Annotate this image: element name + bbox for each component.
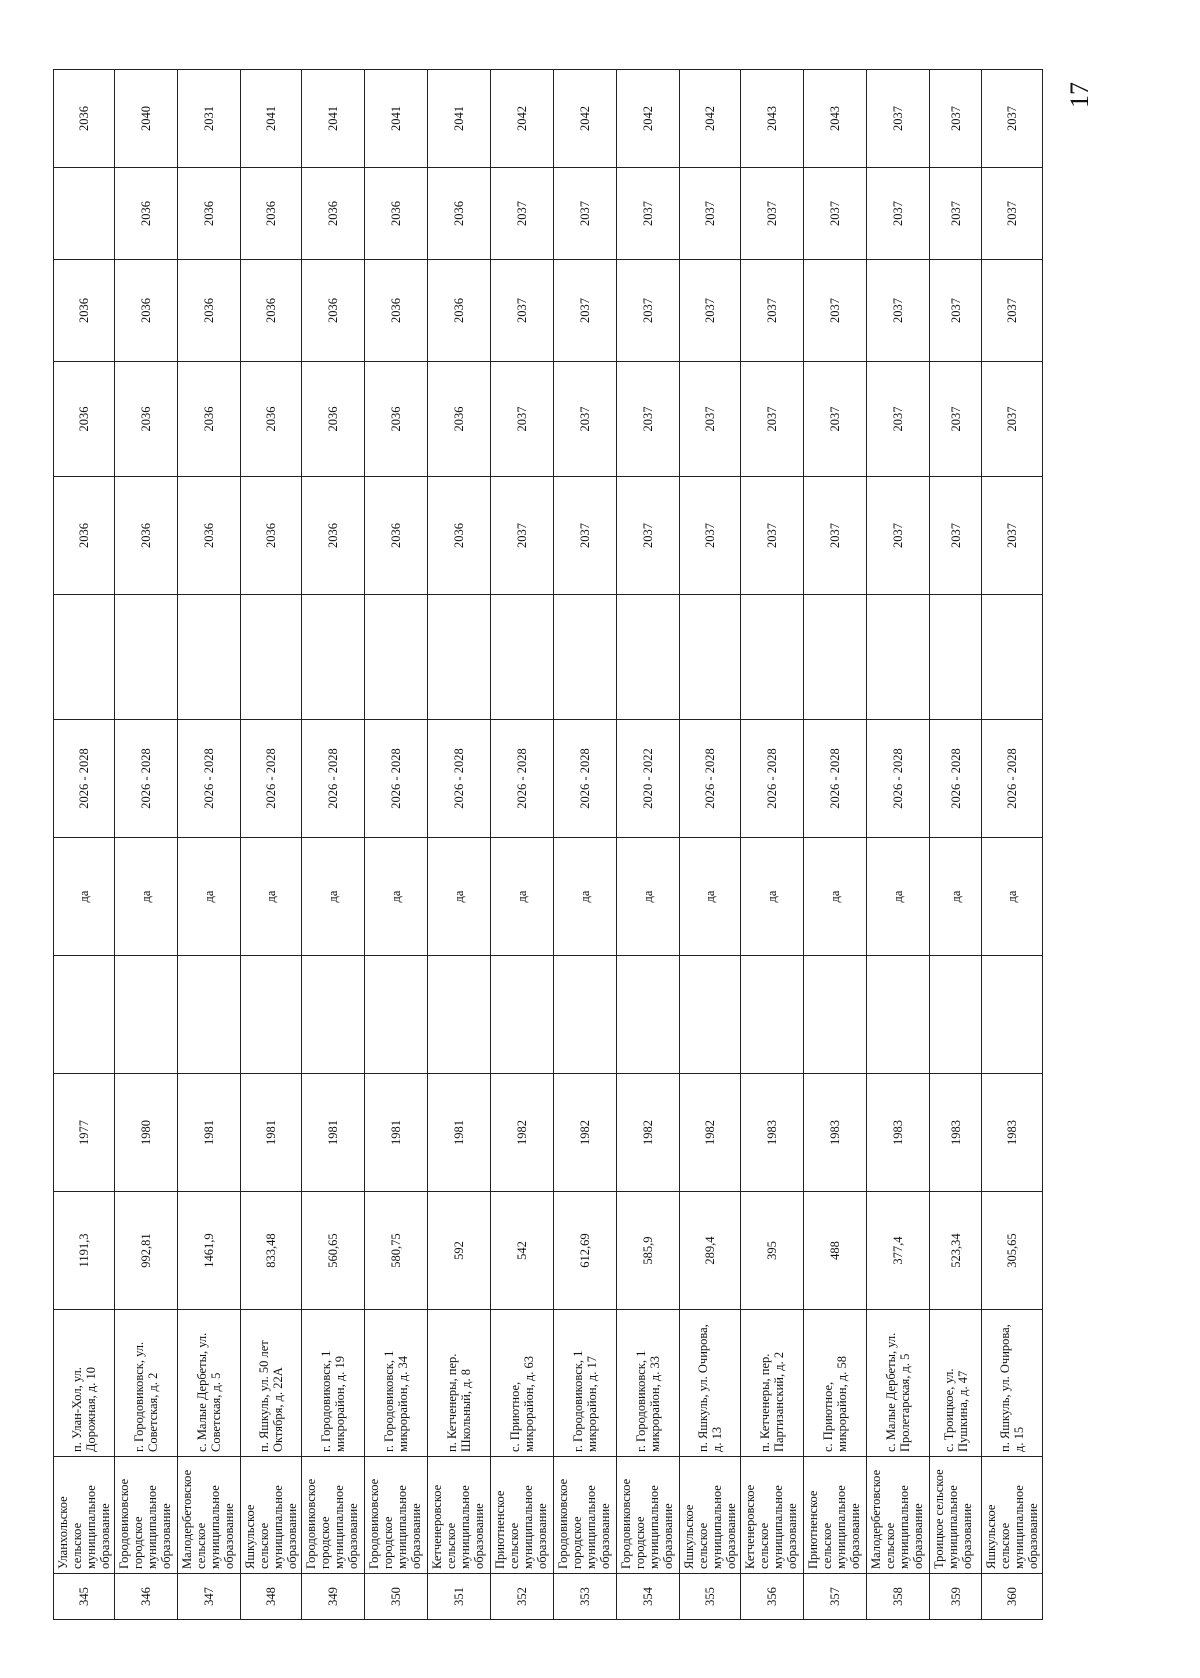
table-row — [982, 70, 1043, 1620]
table-row — [302, 70, 365, 1620]
table-row — [680, 70, 741, 1620]
cell-year-built: 1977 — [54, 1074, 115, 1192]
cell-year-1: 2036 — [178, 477, 241, 595]
cell-empty-cell — [930, 595, 982, 720]
cell-empty-cell — [115, 595, 178, 720]
cell-empty-cell — [982, 956, 1043, 1074]
cell-area: 612,69 — [554, 1192, 617, 1310]
cell-area: 592 — [428, 1192, 491, 1310]
cell-year-2: 2037 — [617, 362, 680, 477]
cell-year-1: 2037 — [617, 477, 680, 595]
cell-period: 2026 - 2028 — [302, 720, 365, 838]
cell-year-1: 2037 — [930, 477, 982, 595]
cell-period: 2026 - 2028 — [365, 720, 428, 838]
cell-empty-cell — [741, 956, 804, 1074]
cell-period: 2026 - 2028 — [428, 720, 491, 838]
table-row — [867, 70, 930, 1620]
cell-flag: да — [867, 838, 930, 956]
cell-address: с. Приютное, микрорайон, д. 63 — [491, 1310, 554, 1457]
cell-flag: да — [617, 838, 680, 956]
cell-empty-cell — [804, 595, 867, 720]
cell-empty-cell — [241, 595, 302, 720]
cell-empty-cell — [302, 595, 365, 720]
cell-year-1: 2036 — [115, 477, 178, 595]
cell-year-built: 1983 — [930, 1074, 982, 1192]
cell-year-2: 2037 — [982, 362, 1043, 477]
cell-row-number: 355 — [680, 1574, 741, 1620]
cell-period: 2020 - 2022 — [617, 720, 680, 838]
table-row — [115, 70, 178, 1620]
cell-year-built: 1981 — [178, 1074, 241, 1192]
cell-address: п. Яшкуль, ул. 50 лет Октября, д. 22А — [241, 1310, 302, 1457]
cell-empty-cell — [365, 956, 428, 1074]
cell-address: с. Приютное, микрорайон, д. 58 — [804, 1310, 867, 1457]
cell-year-5: 2036 — [54, 70, 115, 168]
cell-municipality: Городовиковское городское муниципальное образование — [115, 1457, 178, 1574]
cell-year-3: 2037 — [617, 260, 680, 362]
cell-year-2: 2037 — [554, 362, 617, 477]
cell-municipality: Городовиковское городское муниципальное образование — [554, 1457, 617, 1574]
cell-empty-cell — [178, 956, 241, 1074]
cell-year-4: 2037 — [680, 168, 741, 260]
cell-year-3: 2036 — [241, 260, 302, 362]
cell-area: 542 — [491, 1192, 554, 1310]
cell-row-number: 354 — [617, 1574, 680, 1620]
cell-municipality: Яшкульское сельское муниципальное образование — [982, 1457, 1043, 1574]
cell-empty-cell — [930, 956, 982, 1074]
cell-year-2: 2036 — [241, 362, 302, 477]
cell-flag: да — [930, 838, 982, 956]
cell-year-2: 2036 — [428, 362, 491, 477]
cell-year-3: 2037 — [680, 260, 741, 362]
table-row — [804, 70, 867, 1620]
cell-municipality: Малодербетовское сельское муниципальное образование — [178, 1457, 241, 1574]
cell-year-4: 2036 — [365, 168, 428, 260]
cell-empty-cell — [867, 595, 930, 720]
cell-address: с. Малые Дербеты, ул. Пролетарская, д. 5 — [867, 1310, 930, 1457]
cell-year-built: 1983 — [982, 1074, 1043, 1192]
cell-municipality: Кетченеровское сельское муниципальное образование — [428, 1457, 491, 1574]
cell-year-5: 2031 — [178, 70, 241, 168]
cell-year-4: 2036 — [241, 168, 302, 260]
cell-period: 2026 - 2028 — [982, 720, 1043, 838]
cell-area: 992,81 — [115, 1192, 178, 1310]
cell-year-4: 2037 — [491, 168, 554, 260]
cell-year-2: 2036 — [302, 362, 365, 477]
cell-empty-cell — [554, 595, 617, 720]
cell-flag: да — [428, 838, 491, 956]
cell-flag: да — [54, 838, 115, 956]
cell-empty-cell — [302, 956, 365, 1074]
cell-empty-cell — [491, 956, 554, 1074]
cell-area: 580,75 — [365, 1192, 428, 1310]
cell-row-number: 348 — [241, 1574, 302, 1620]
cell-row-number: 352 — [491, 1574, 554, 1620]
cell-year-5: 2037 — [982, 70, 1043, 168]
cell-year-4: 2036 — [302, 168, 365, 260]
cell-year-2: 2037 — [804, 362, 867, 477]
cell-flag: да — [241, 838, 302, 956]
cell-year-built: 1982 — [680, 1074, 741, 1192]
cell-year-2: 2037 — [867, 362, 930, 477]
cell-year-4: 2037 — [741, 168, 804, 260]
cell-municipality: Городовиковское городское муниципальное образование — [302, 1457, 365, 1574]
cell-address: п. Кетченеры, пер. Партизанский, д. 2 — [741, 1310, 804, 1457]
cell-area: 1191,3 — [54, 1192, 115, 1310]
cell-area: 488 — [804, 1192, 867, 1310]
page-number: 17 — [1065, 82, 1094, 108]
cell-flag: да — [804, 838, 867, 956]
cell-empty-cell — [178, 595, 241, 720]
cell-year-2: 2036 — [365, 362, 428, 477]
cell-year-3: 2036 — [115, 260, 178, 362]
cell-row-number: 356 — [741, 1574, 804, 1620]
cell-area: 1461,9 — [178, 1192, 241, 1310]
table-row — [54, 70, 115, 1620]
cell-flag: да — [365, 838, 428, 956]
cell-year-3: 2037 — [804, 260, 867, 362]
cell-row-number: 346 — [115, 1574, 178, 1620]
cell-address: п. Кетченеры, пер. Школьный, д. 8 — [428, 1310, 491, 1457]
cell-address: г. Городовиковск, 1 микрорайон, д. 19 — [302, 1310, 365, 1457]
cell-year-5: 2041 — [241, 70, 302, 168]
cell-period: 2026 - 2028 — [491, 720, 554, 838]
cell-empty-cell — [428, 956, 491, 1074]
cell-year-5: 2041 — [302, 70, 365, 168]
cell-flag: да — [982, 838, 1043, 956]
cell-year-5: 2037 — [867, 70, 930, 168]
cell-area: 560,65 — [302, 1192, 365, 1310]
cell-flag: да — [680, 838, 741, 956]
cell-flag: да — [302, 838, 365, 956]
cell-empty-cell — [617, 595, 680, 720]
cell-year-built: 1983 — [804, 1074, 867, 1192]
cell-year-2: 2037 — [741, 362, 804, 477]
cell-period: 2026 - 2028 — [741, 720, 804, 838]
cell-year-2: 2036 — [115, 362, 178, 477]
cell-empty-cell — [491, 595, 554, 720]
cell-period: 2026 - 2028 — [804, 720, 867, 838]
cell-municipality: Яшкульское сельское муниципальное образование — [241, 1457, 302, 1574]
cell-year-built: 1981 — [241, 1074, 302, 1192]
table-row — [617, 70, 680, 1620]
cell-year-5: 2043 — [741, 70, 804, 168]
cell-municipality: Приютненское сельское муниципальное образование — [804, 1457, 867, 1574]
cell-year-built: 1981 — [302, 1074, 365, 1192]
cell-year-4: 2037 — [982, 168, 1043, 260]
cell-year-5: 2041 — [365, 70, 428, 168]
cell-year-4: 2036 — [428, 168, 491, 260]
cell-year-1: 2036 — [428, 477, 491, 595]
cell-area: 523,34 — [930, 1192, 982, 1310]
cell-empty-cell — [804, 956, 867, 1074]
cell-flag: да — [178, 838, 241, 956]
cell-year-2: 2036 — [54, 362, 115, 477]
cell-year-built: 1982 — [554, 1074, 617, 1192]
cell-year-5: 2042 — [680, 70, 741, 168]
cell-year-3: 2037 — [491, 260, 554, 362]
cell-empty-cell — [54, 956, 115, 1074]
cell-year-2: 2037 — [930, 362, 982, 477]
cell-period: 2026 - 2028 — [241, 720, 302, 838]
cell-year-1: 2037 — [554, 477, 617, 595]
cell-year-1: 2037 — [741, 477, 804, 595]
cell-year-4: 2037 — [930, 168, 982, 260]
cell-row-number: 349 — [302, 1574, 365, 1620]
cell-empty-cell — [54, 595, 115, 720]
cell-year-2: 2037 — [491, 362, 554, 477]
cell-year-1: 2036 — [241, 477, 302, 595]
cell-municipality: Кетченеровское сельское муниципальное образование — [741, 1457, 804, 1574]
cell-row-number: 351 — [428, 1574, 491, 1620]
table-row — [428, 70, 491, 1620]
cell-year-5: 2042 — [554, 70, 617, 168]
table-row — [554, 70, 617, 1620]
cell-period: 2026 - 2028 — [54, 720, 115, 838]
cell-row-number: 360 — [982, 1574, 1043, 1620]
cell-year-3: 2036 — [54, 260, 115, 362]
cell-empty-cell — [115, 956, 178, 1074]
table-row — [491, 70, 554, 1620]
cell-year-4 — [54, 168, 115, 260]
cell-row-number: 359 — [930, 1574, 982, 1620]
cell-municipality: Городовиковское городское муниципальное образование — [617, 1457, 680, 1574]
cell-year-3: 2037 — [982, 260, 1043, 362]
cell-empty-cell — [867, 956, 930, 1074]
cell-municipality: Яшкульское сельское муниципальное образование — [680, 1457, 741, 1574]
cell-year-3: 2036 — [365, 260, 428, 362]
cell-year-1: 2037 — [867, 477, 930, 595]
cell-area: 585,9 — [617, 1192, 680, 1310]
cell-address: с. Малые Дербеты, ул. Советская, д. 5 — [178, 1310, 241, 1457]
cell-year-5: 2041 — [428, 70, 491, 168]
table-row — [930, 70, 982, 1620]
cell-flag: да — [554, 838, 617, 956]
cell-year-built: 1980 — [115, 1074, 178, 1192]
cell-year-3: 2036 — [428, 260, 491, 362]
buildings-table — [53, 69, 1043, 1620]
table-row — [365, 70, 428, 1620]
cell-year-4: 2037 — [554, 168, 617, 260]
cell-year-1: 2036 — [54, 477, 115, 595]
cell-year-2: 2036 — [178, 362, 241, 477]
cell-year-5: 2037 — [930, 70, 982, 168]
cell-municipality: Троицкое сельское муниципальное образование — [930, 1457, 982, 1574]
cell-address: г. Городовиковск, 1 микрорайон, д. 34 — [365, 1310, 428, 1457]
cell-empty-cell — [617, 956, 680, 1074]
cell-year-1: 2037 — [982, 477, 1043, 595]
cell-municipality: Малодербетовское сельское муниципальное образование — [867, 1457, 930, 1574]
cell-area: 833,48 — [241, 1192, 302, 1310]
cell-flag: да — [491, 838, 554, 956]
cell-address: п. Улан-Хол, ул. Дорожная, д. 10 — [54, 1310, 115, 1457]
table-rotated-container — [53, 70, 1040, 1620]
cell-year-4: 2036 — [115, 168, 178, 260]
cell-empty-cell — [680, 595, 741, 720]
cell-address: п. Яшкуль, ул. Очирова, д. 15 — [982, 1310, 1043, 1457]
cell-year-built: 1982 — [617, 1074, 680, 1192]
cell-year-1: 2037 — [491, 477, 554, 595]
cell-address: г. Городовиковск, 1 микрорайон, д. 17 — [554, 1310, 617, 1457]
cell-year-5: 2040 — [115, 70, 178, 168]
cell-year-3: 2037 — [930, 260, 982, 362]
cell-year-5: 2043 — [804, 70, 867, 168]
cell-row-number: 347 — [178, 1574, 241, 1620]
cell-period: 2026 - 2028 — [930, 720, 982, 838]
cell-row-number: 358 — [867, 1574, 930, 1620]
cell-period: 2026 - 2028 — [867, 720, 930, 838]
cell-flag: да — [741, 838, 804, 956]
cell-municipality: Приютненское сельское муниципальное образование — [491, 1457, 554, 1574]
cell-empty-cell — [554, 956, 617, 1074]
cell-year-built: 1983 — [741, 1074, 804, 1192]
cell-year-1: 2036 — [302, 477, 365, 595]
cell-municipality: Уланхольское сельское муниципальное образование — [54, 1457, 115, 1574]
cell-period: 2026 - 2028 — [115, 720, 178, 838]
cell-empty-cell — [241, 956, 302, 1074]
cell-empty-cell — [428, 595, 491, 720]
cell-area: 289,4 — [680, 1192, 741, 1310]
cell-year-1: 2037 — [680, 477, 741, 595]
cell-year-4: 2037 — [867, 168, 930, 260]
cell-empty-cell — [365, 595, 428, 720]
cell-empty-cell — [982, 595, 1043, 720]
cell-year-built: 1981 — [365, 1074, 428, 1192]
cell-empty-cell — [741, 595, 804, 720]
cell-municipality: Городовиковское городское муниципальное образование — [365, 1457, 428, 1574]
cell-period: 2026 - 2028 — [554, 720, 617, 838]
cell-row-number: 350 — [365, 1574, 428, 1620]
cell-row-number: 353 — [554, 1574, 617, 1620]
cell-year-5: 2042 — [491, 70, 554, 168]
table-row — [178, 70, 241, 1620]
cell-year-3: 2036 — [302, 260, 365, 362]
cell-row-number: 345 — [54, 1574, 115, 1620]
cell-year-4: 2037 — [804, 168, 867, 260]
table-row — [741, 70, 804, 1620]
cell-flag: да — [115, 838, 178, 956]
cell-period: 2026 - 2028 — [680, 720, 741, 838]
cell-year-built: 1981 — [428, 1074, 491, 1192]
cell-row-number: 357 — [804, 1574, 867, 1620]
cell-year-4: 2036 — [178, 168, 241, 260]
cell-year-3: 2037 — [867, 260, 930, 362]
cell-area: 395 — [741, 1192, 804, 1310]
cell-address: г. Городовиковск, ул. Советская, д. 2 — [115, 1310, 178, 1457]
cell-year-3: 2036 — [178, 260, 241, 362]
table-body — [54, 70, 1043, 1620]
cell-year-built: 1983 — [867, 1074, 930, 1192]
cell-year-4: 2037 — [617, 168, 680, 260]
cell-year-built: 1982 — [491, 1074, 554, 1192]
table-row — [241, 70, 302, 1620]
cell-area: 377,4 — [867, 1192, 930, 1310]
cell-year-1: 2037 — [804, 477, 867, 595]
cell-address: с. Троицкое, ул. Пушкина, д. 47 — [930, 1310, 982, 1457]
cell-year-1: 2036 — [365, 477, 428, 595]
cell-address: п. Яшкуль, ул. Очирова, д. 13 — [680, 1310, 741, 1457]
cell-year-3: 2037 — [741, 260, 804, 362]
cell-address: г. Городовиковск, 1 микрорайон, д. 33 — [617, 1310, 680, 1457]
cell-empty-cell — [680, 956, 741, 1074]
cell-area: 305,65 — [982, 1192, 1043, 1310]
cell-year-3: 2037 — [554, 260, 617, 362]
cell-period: 2026 - 2028 — [178, 720, 241, 838]
cell-year-5: 2042 — [617, 70, 680, 168]
cell-year-2: 2037 — [680, 362, 741, 477]
